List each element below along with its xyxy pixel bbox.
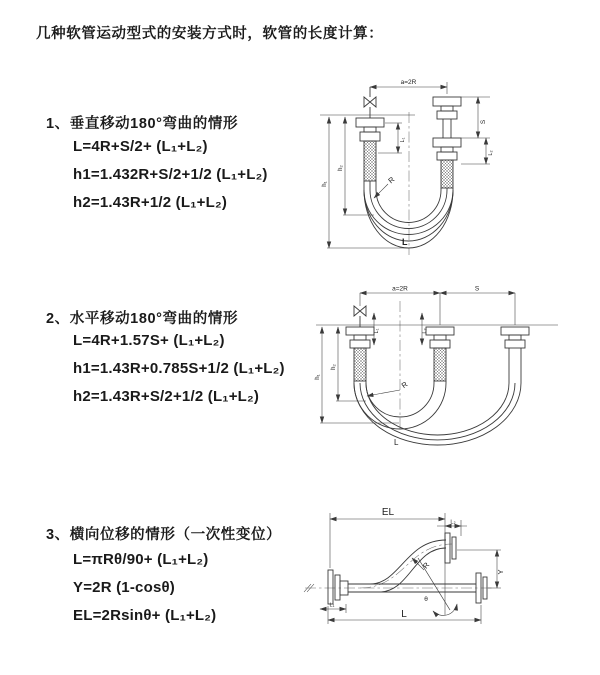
hose-u-curves [364, 181, 453, 248]
diagram-lateral-displacement [300, 500, 598, 652]
dim-label-el: EL [381, 507, 395, 518]
dim-label-y: Y [496, 569, 505, 575]
right-pipe-fitting [501, 327, 529, 379]
left-pipe-fitting [346, 327, 374, 381]
middle-pipe-fitting [426, 327, 454, 381]
diagram-horizontal-180-bend [310, 283, 595, 461]
dim-label-r: R [386, 174, 397, 186]
dim-label-l2: L₂ [450, 519, 456, 526]
section-2-formula-h2: h2=1.43R+S/2+1/2 (L₁+L₂) [73, 388, 260, 405]
dim-label-h1: h₁ [315, 374, 321, 380]
section-1-formula-h1: h1=1.432R+S/2+1/2 (L₁+L₂) [73, 166, 268, 183]
diagram-vertical-180-bend [312, 72, 594, 264]
dim-label-a2r: a=2R [400, 79, 417, 86]
section-1-formula-L: L=4R+S/2+ (L₁+L₂) [73, 138, 208, 155]
dim-label-s: S [474, 285, 480, 293]
reference-line [316, 293, 558, 325]
page-title: 几种软管运动型式的安装方式时，软管的长度计算： [36, 26, 384, 42]
hose-u-curves [354, 379, 521, 445]
dim-label-l1: L₁ [329, 602, 335, 609]
dim-label-theta: θ [424, 596, 428, 603]
dim-label-l: L [401, 609, 407, 620]
valve-icon [364, 87, 376, 118]
dim-label-h2: h₂ [338, 165, 344, 171]
upper-right-flange [445, 533, 456, 563]
right-pipe-fitting [433, 97, 461, 188]
dim-label-l: L [394, 438, 399, 447]
section-3-formula-L: L=πRθ/90+ (L₁+L₂) [73, 551, 209, 568]
valve-icon [354, 306, 366, 327]
left-pipe-fitting [356, 118, 384, 181]
dim-label-l: L [402, 237, 408, 247]
dim-label-s: S [480, 119, 487, 125]
section-1-formula-h2: h2=1.43R+1/2 (L₁+L₂) [73, 194, 228, 211]
section-2-heading: 2、水平移动180°弯曲的情形 [46, 311, 239, 327]
dimension-lines [320, 293, 515, 423]
dim-label-h1: h₁ [322, 181, 328, 187]
dim-label-l2: L₂ [488, 150, 494, 156]
dim-label-a2r: a=2R [392, 285, 408, 293]
section-3-heading: 3、横向位移的情形（一次性变位） [46, 527, 282, 543]
dim-label-r: R [420, 560, 432, 571]
dim-label-l2: L₂ [422, 328, 428, 334]
dim-label-r: R [399, 379, 410, 391]
dimension-lines [320, 513, 501, 624]
dimension-lines [327, 82, 490, 248]
dim-label-h2: h₂ [331, 364, 337, 370]
dim-label-l1: L₁ [400, 137, 406, 143]
section-2-formula-h1: h1=1.43R+0.785S+1/2 (L₁+L₂) [73, 360, 285, 377]
section-3-formula-EL: EL=2Rsinθ+ (L₁+L₂) [73, 607, 217, 624]
section-2-formula-L: L=4R+1.57S+ (L₁+L₂) [73, 332, 225, 349]
dim-label-l1: L₁ [374, 328, 380, 334]
left-flange [328, 570, 348, 604]
section-3-formula-Y: Y=2R (1-cosθ) [73, 579, 175, 596]
section-1-heading: 1、垂直移动180°弯曲的情形 [46, 116, 239, 132]
dimension-labels [322, 79, 494, 247]
